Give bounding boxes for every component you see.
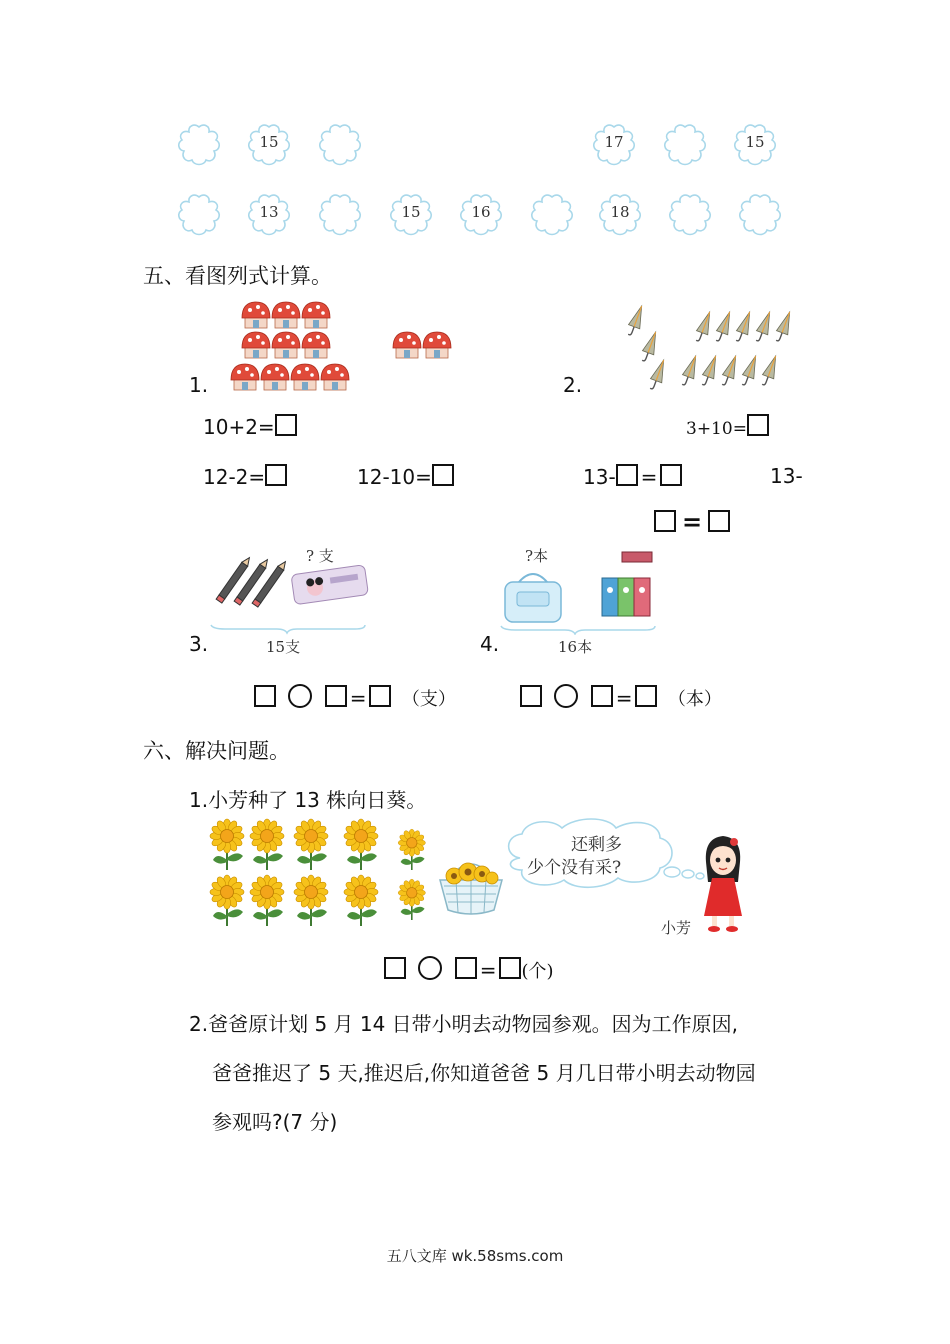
sunflower-icon [344,875,378,926]
answer-box[interactable] [499,957,521,979]
umbrella-icon [719,354,741,387]
sunflower-icon [398,829,425,870]
answer-box[interactable] [520,685,542,707]
mushroom-house-icon [321,364,349,390]
answer-box[interactable] [455,957,477,979]
flower-box[interactable] [662,122,708,168]
answer-box[interactable] [254,685,276,707]
flower-number: 16 [471,203,491,221]
q4-total-label: 16本 [558,638,593,656]
flower-box[interactable] [176,122,222,168]
q1-number: 1. [189,373,209,397]
mushroom-houses-image [225,296,465,396]
answer-box[interactable] [432,464,454,486]
pencils-and-case-image [205,555,375,635]
umbrella-icon [628,304,647,337]
q1-eq-c-text: 12-10= [357,465,432,489]
flower-box[interactable] [246,122,292,168]
q2-equation-a [686,414,769,439]
q2-equation-c-right [654,508,730,536]
umbrella-icon [679,354,701,387]
operator-circle[interactable] [418,956,442,980]
mushroom-house-icon [302,302,330,328]
problem2-line-3: 参观吗?(7 分) [212,1110,338,1134]
problem2-line-2: 爸爸推迟了 5 天,推迟后,你知道爸爸 5 月几日带小明去动物园 [212,1061,756,1085]
mushroom-house-icon [231,364,259,390]
q2-equation-c-left: 13- [770,464,803,488]
q2-eq-b-left: 13- [583,465,616,489]
q3-question-label: ? 支 [306,547,334,565]
problem1-equation [384,956,554,983]
basket-of-flowers-image [436,850,506,920]
answer-box[interactable] [369,685,391,707]
footer-watermark: 五八文库 wk.58sms.com [386,1247,564,1265]
q4-equals: = [615,686,633,710]
flower-box[interactable] [667,192,713,238]
umbrella-icon [693,310,715,343]
sunflower-icon [210,875,244,926]
mushroom-house-icon [291,364,319,390]
answer-box[interactable] [660,464,682,486]
girl-name-label: 小芳 [661,919,692,937]
answer-box[interactable] [635,685,657,707]
mushroom-house-icon [242,302,270,328]
problem1-equals: = [479,958,497,982]
q2-equation-b [583,464,682,489]
flower-number: 18 [610,203,630,221]
q2-eq-a-text: 3+10= [686,419,747,439]
section6-title: 六、解决问题。 [143,739,290,763]
answer-box[interactable] [616,464,638,486]
flower-number: 15 [745,133,765,151]
umbrella-icon [739,354,761,387]
umbrella-icon [773,310,795,343]
sunflower-icon [294,819,328,870]
umbrellas-image [628,296,808,396]
q4-equation [520,684,722,711]
flower-number: 17 [604,133,624,151]
umbrella-icon [733,310,755,343]
q1-equation-c [357,464,454,489]
q2-number: 2. [563,373,583,397]
umbrella-icon [713,310,735,343]
umbrella-icon [753,310,775,343]
sunflowers-image [205,818,435,933]
operator-circle[interactable] [554,684,578,708]
flower-box[interactable] [176,192,222,238]
q2-eq-c-equals: = [682,508,703,536]
flower-box[interactable] [597,192,643,238]
section5-title: 五、看图列式计算。 [143,264,332,288]
q4-unit: （本） [667,689,722,710]
sunflower-icon [250,819,284,870]
answer-box[interactable] [265,464,287,486]
q1-equation-a [203,414,297,439]
flower-number: 13 [259,203,279,221]
problem1-text: 1.小芳种了 13 株向日葵。 [189,788,427,812]
q1-equation-b [203,464,287,489]
q3-total-label: 15支 [266,638,301,656]
flower-number: 15 [259,133,279,151]
q1-eq-a-text: 10+2= [203,415,275,439]
q3-unit: （支） [401,689,456,710]
answer-box[interactable] [325,685,347,707]
problem1-unit: (个) [521,961,554,982]
mushroom-house-icon [393,332,421,358]
answer-box[interactable] [275,414,297,436]
umbrella-icon [759,354,781,387]
q1-eq-b-text: 12-2= [203,465,266,489]
flower-number: 15 [401,203,421,221]
mushroom-house-icon [302,332,330,358]
bubble-line-1: 还剩多 [571,835,622,855]
flower-box[interactable] [388,192,434,238]
schoolbag-and-books-image [495,550,665,635]
flower-box[interactable] [246,192,292,238]
mushroom-house-icon [261,364,289,390]
answer-box[interactable] [591,685,613,707]
mushroom-house-icon [423,332,451,358]
q3-number: 3. [189,632,209,656]
sunflower-icon [398,879,425,920]
flower-box[interactable] [317,192,363,238]
sunflower-icon [294,875,328,926]
bubble-line-2: 少个没有采? [527,858,622,878]
sunflower-icon [210,819,244,870]
q4-question-label: ?本 [525,547,549,565]
answer-box[interactable] [384,957,406,979]
answer-box[interactable] [708,510,730,532]
flower-box[interactable] [317,122,363,168]
q3-equals: = [349,686,367,710]
sunflower-icon [250,875,284,926]
problem2-line-1: 2.爸爸原计划 5 月 14 日带小明去动物园参观。因为工作原因, [189,1012,739,1036]
mushroom-house-icon [242,332,270,358]
flower-box[interactable] [737,192,783,238]
umbrella-icon [647,358,669,391]
q4-number: 4. [480,632,500,656]
flower-box[interactable] [732,122,778,168]
q3-equation [254,684,456,711]
answer-box[interactable] [747,414,769,436]
mushroom-house-icon [272,302,300,328]
q2-eq-b-equals: = [640,465,658,489]
mushroom-house-icon [272,332,300,358]
umbrella-icon [699,354,721,387]
sunflower-icon [344,819,378,870]
girl-xiaofang-image [698,832,748,934]
umbrella-icon [639,330,661,363]
flower-box[interactable] [591,122,637,168]
flower-box[interactable] [529,192,575,238]
operator-circle[interactable] [288,684,312,708]
answer-box[interactable] [654,510,676,532]
flower-box[interactable] [458,192,504,238]
